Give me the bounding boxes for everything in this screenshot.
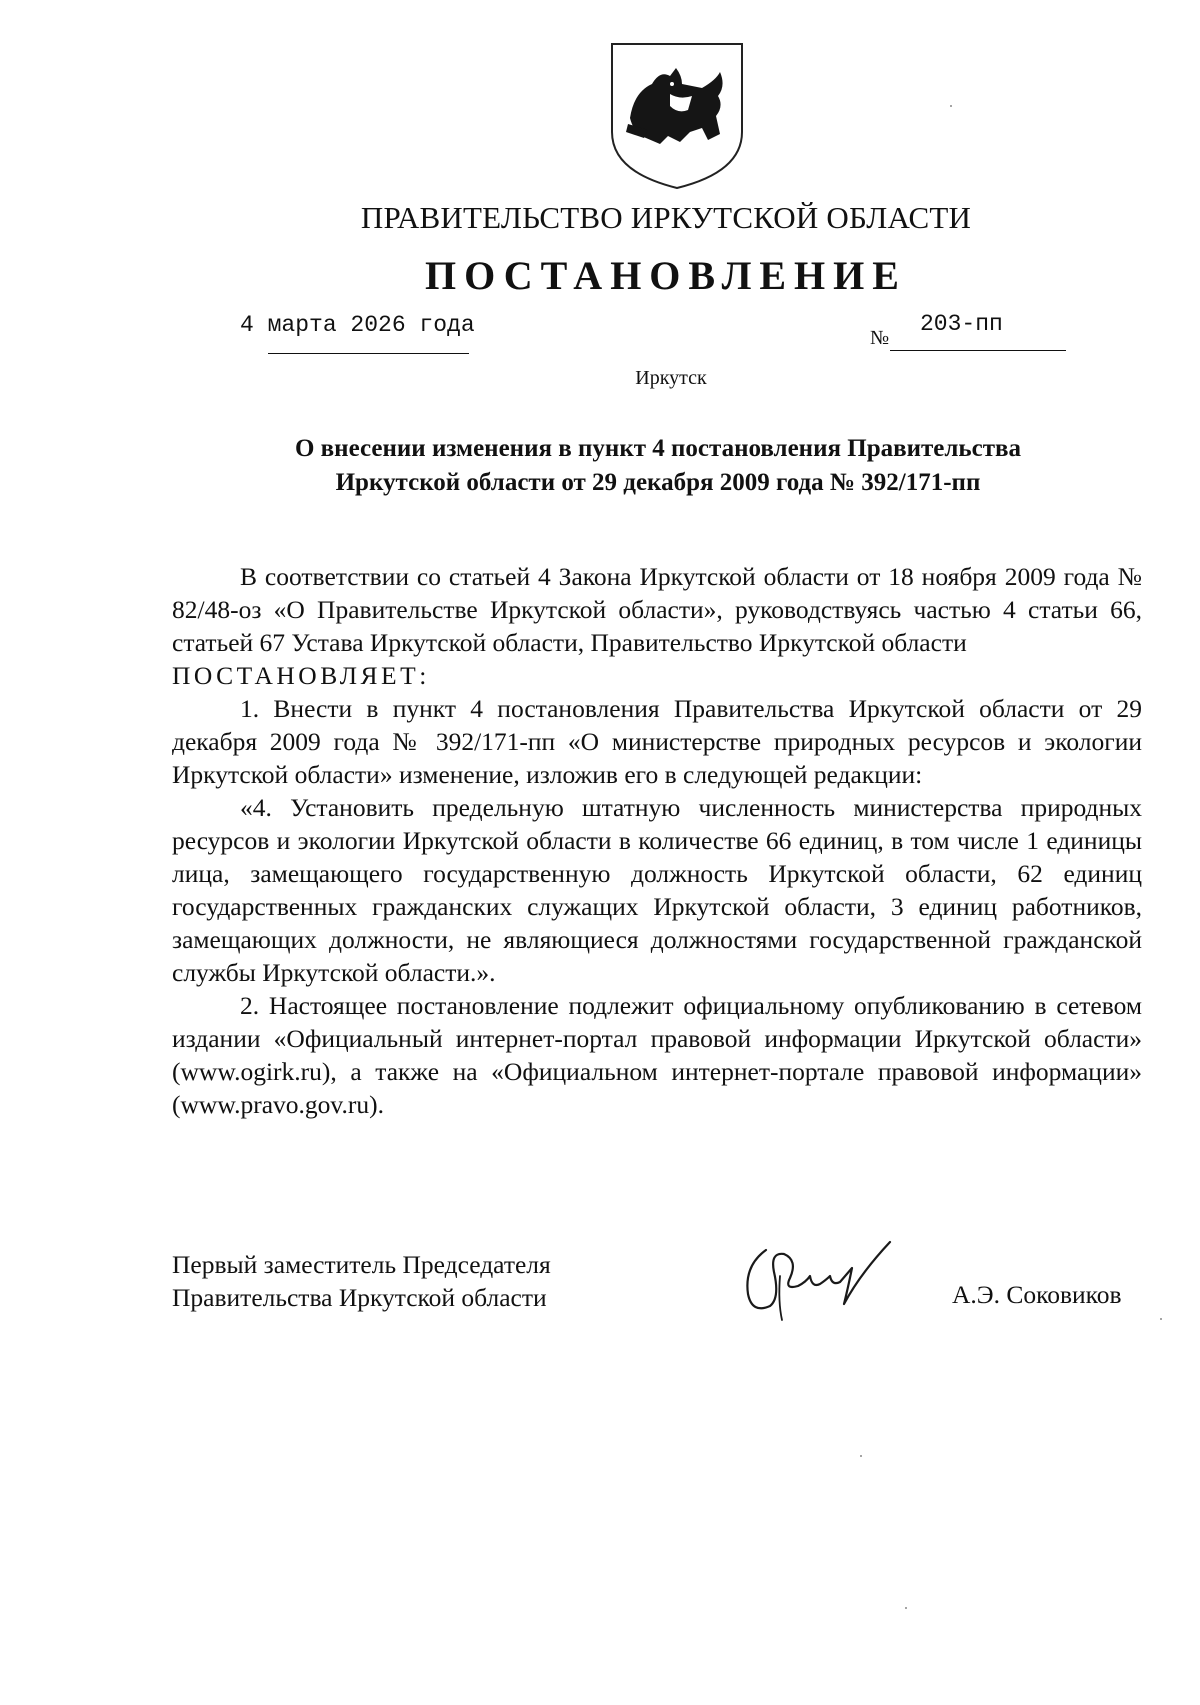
scan-speck — [860, 1455, 862, 1457]
subject-line-1: О внесении изменения в пункт 4 постановления Правительства — [294, 435, 1021, 462]
decree-word: ПОСТАНОВЛЯЕТ: — [172, 661, 430, 690]
number-sign: № — [870, 327, 890, 349]
government-title: ПРАВИТЕЛЬСТВО ИРКУТСКОЙ ОБЛАСТИ — [360, 200, 972, 235]
city-label: Иркутск — [635, 367, 707, 389]
scan-speck — [1160, 1318, 1162, 1320]
document-subject — [0, 432, 1200, 500]
document-type-heading: ПОСТАНОВЛЕНИЕ — [425, 253, 907, 298]
position-line-2: Правительства Иркутской области — [172, 1283, 547, 1312]
scan-speck — [950, 105, 952, 107]
date-underline — [268, 353, 469, 354]
coat-of-arms-emblem-icon — [608, 40, 746, 192]
item-1-paragraph: 1. Внести в пункт 4 постановления Правительства Иркутской области от 29 декабря 2009 года № 392/171-пп «О министерстве природных ресурсов и экологии Иркутской области» изменение, изложив его в следующей редакции: — [172, 694, 1142, 789]
signatory-position — [172, 1248, 551, 1314]
item-1-quote-paragraph: «4. Установить предельную штатную численность министерства природных ресурсов и экологии Иркутской области в количестве 66 единиц, в том числе 1 единицы лица, замещающего государственную должность Иркутской области, 62 единиц государственных гражданских служащих Иркутской области, 3 единиц работников, замещающих должности, не являющиеся должностями государственной гражданской службы Иркутской области.». — [172, 793, 1142, 987]
document-body — [172, 560, 1142, 1121]
number-underline — [890, 350, 1066, 351]
document-number: 203-пп — [920, 311, 1003, 337]
scan-speck — [905, 1607, 907, 1609]
signatory-name: А.Э. Соковиков — [952, 1280, 1122, 1309]
item-2-paragraph: 2. Настоящее постановление подлежит официальному опубликованию в сетевом издании «Официальный интернет-портал правовой информации Иркутской области» (www.ogirk.ru), а также на «Официальном интернет-портале правовой информации» (www.pravo.gov.ru). — [172, 991, 1142, 1119]
handwritten-signature-icon — [740, 1232, 920, 1324]
intro-paragraph: В соответствии со статьей 4 Закона Иркутской области от 18 ноября 2009 года № 82/48-оз «О Правительстве Иркутской области», руководствуясь частью 4 статьи 66, статьей 67 Устава Иркутской области, Правительство Иркутской области — [172, 562, 1142, 657]
document-date: 4 марта 2026 года — [240, 312, 475, 338]
subject-line-2: Иркутской области от 29 декабря 2009 года № 392/171-пп — [335, 469, 981, 496]
position-line-1: Первый заместитель Председателя — [172, 1250, 551, 1279]
